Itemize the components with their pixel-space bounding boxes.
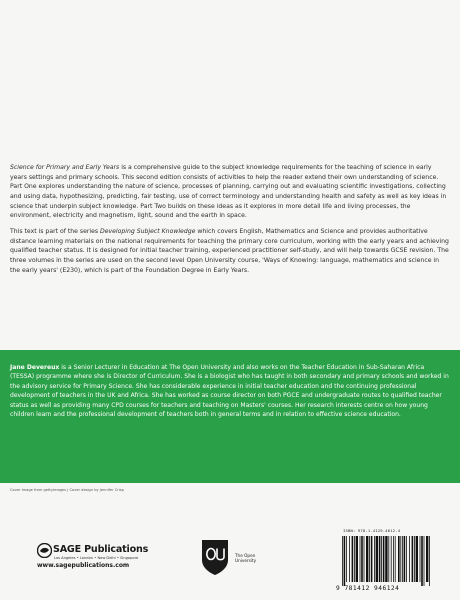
- blurb-text-1: is a comprehensive guide to the subject knowledge requirements for the teaching of science in early years settings and primary schools. This second edition consists of activities to help the reader extend their own understanding of science. Part One explores understanding the nature of science, processes of planning, carrying out and evaluating scientific investigations, collecting and using data, hypothesizing, predicting, fair testing, use of correct terminology and understanding health and safety as well as key ideas in science that underpin subject knowledge. Part Two builds on these ideas as it explores in more detail life and living processes, the environment, electricity and magnetism, light, sound and the earth in space.: [10, 164, 447, 220]
- author-bio-band: [0, 350, 460, 483]
- publisher-name: SAGE Publications: [53, 544, 149, 555]
- open-university-logo: [200, 538, 260, 578]
- blurb-paragraph-2: [10, 227, 450, 275]
- author-bio: [10, 363, 450, 420]
- publisher-cities: Los Angeles • London • New Delhi • Singapore: [54, 556, 139, 560]
- cover-credit: Cover image from gettyimages | Cover design by Jennifer Crisp: [10, 488, 124, 492]
- barcode-icon: [340, 536, 432, 586]
- university-line-2: University: [235, 558, 257, 563]
- cover-blurb: [10, 163, 450, 281]
- series-title-italic: Developing Subject Knowledge: [100, 227, 196, 235]
- barcode-digits: 9 781412 946124: [336, 585, 400, 592]
- publisher-url: www.sagepublications.com: [37, 562, 130, 569]
- blurb-paragraph-1: [10, 163, 450, 221]
- university-name: [235, 553, 256, 563]
- university-line-1: The Open: [235, 553, 256, 558]
- isbn-barcode: [336, 528, 436, 600]
- blurb-text-2a: This text is part of the series: [10, 227, 101, 235]
- isbn-label: ISBN: 978-1-4129-4612-4: [343, 528, 401, 533]
- book-title-italic: Science for Primary and Early Years: [10, 164, 120, 171]
- blurb-text-2b: which covers English, Mathematics and Science and provides authoritative distance learning materials on the national requirements for teaching the primary core curriculum, working with the early years and achieving qualified teacher status. It is designed for initial teacher training, experienced practitioner self-study, and will help towards GCSE revision. The three volumes in the series are used on the second level Open University course, 'Ways of Knowing: language, mathematics and science in the early years' (E230), which is part of the Foundation Degree in Early Years.: [10, 227, 449, 274]
- author-bio-text: is a Senior Lecturer in Education at The Open University and also works on the Teacher Education in Sub-Saharan Africa (TESSA) programme where she is Director of Curriculum. She is a biologist who has taught in both secondary and primary schools and worked in the advisory service for Primary Science. She has considerable experience in initial teacher education and the continuing professional development of teachers in the UK and Africa. She has worked as course director on both PGCE and undergraduate routes to qualified teacher status as well as providing many CPD courses for teachers and teaching on Masters' courses. Her research interests centre on how young children learn and the professional development of teachers both in general terms and in relation to effective science education.: [10, 364, 449, 419]
- author-name: Jane Devereux: [10, 364, 60, 371]
- open-university-shield-icon: [200, 538, 230, 576]
- sage-publications-logo: [37, 543, 147, 581]
- sage-globe-icon: [37, 543, 52, 558]
